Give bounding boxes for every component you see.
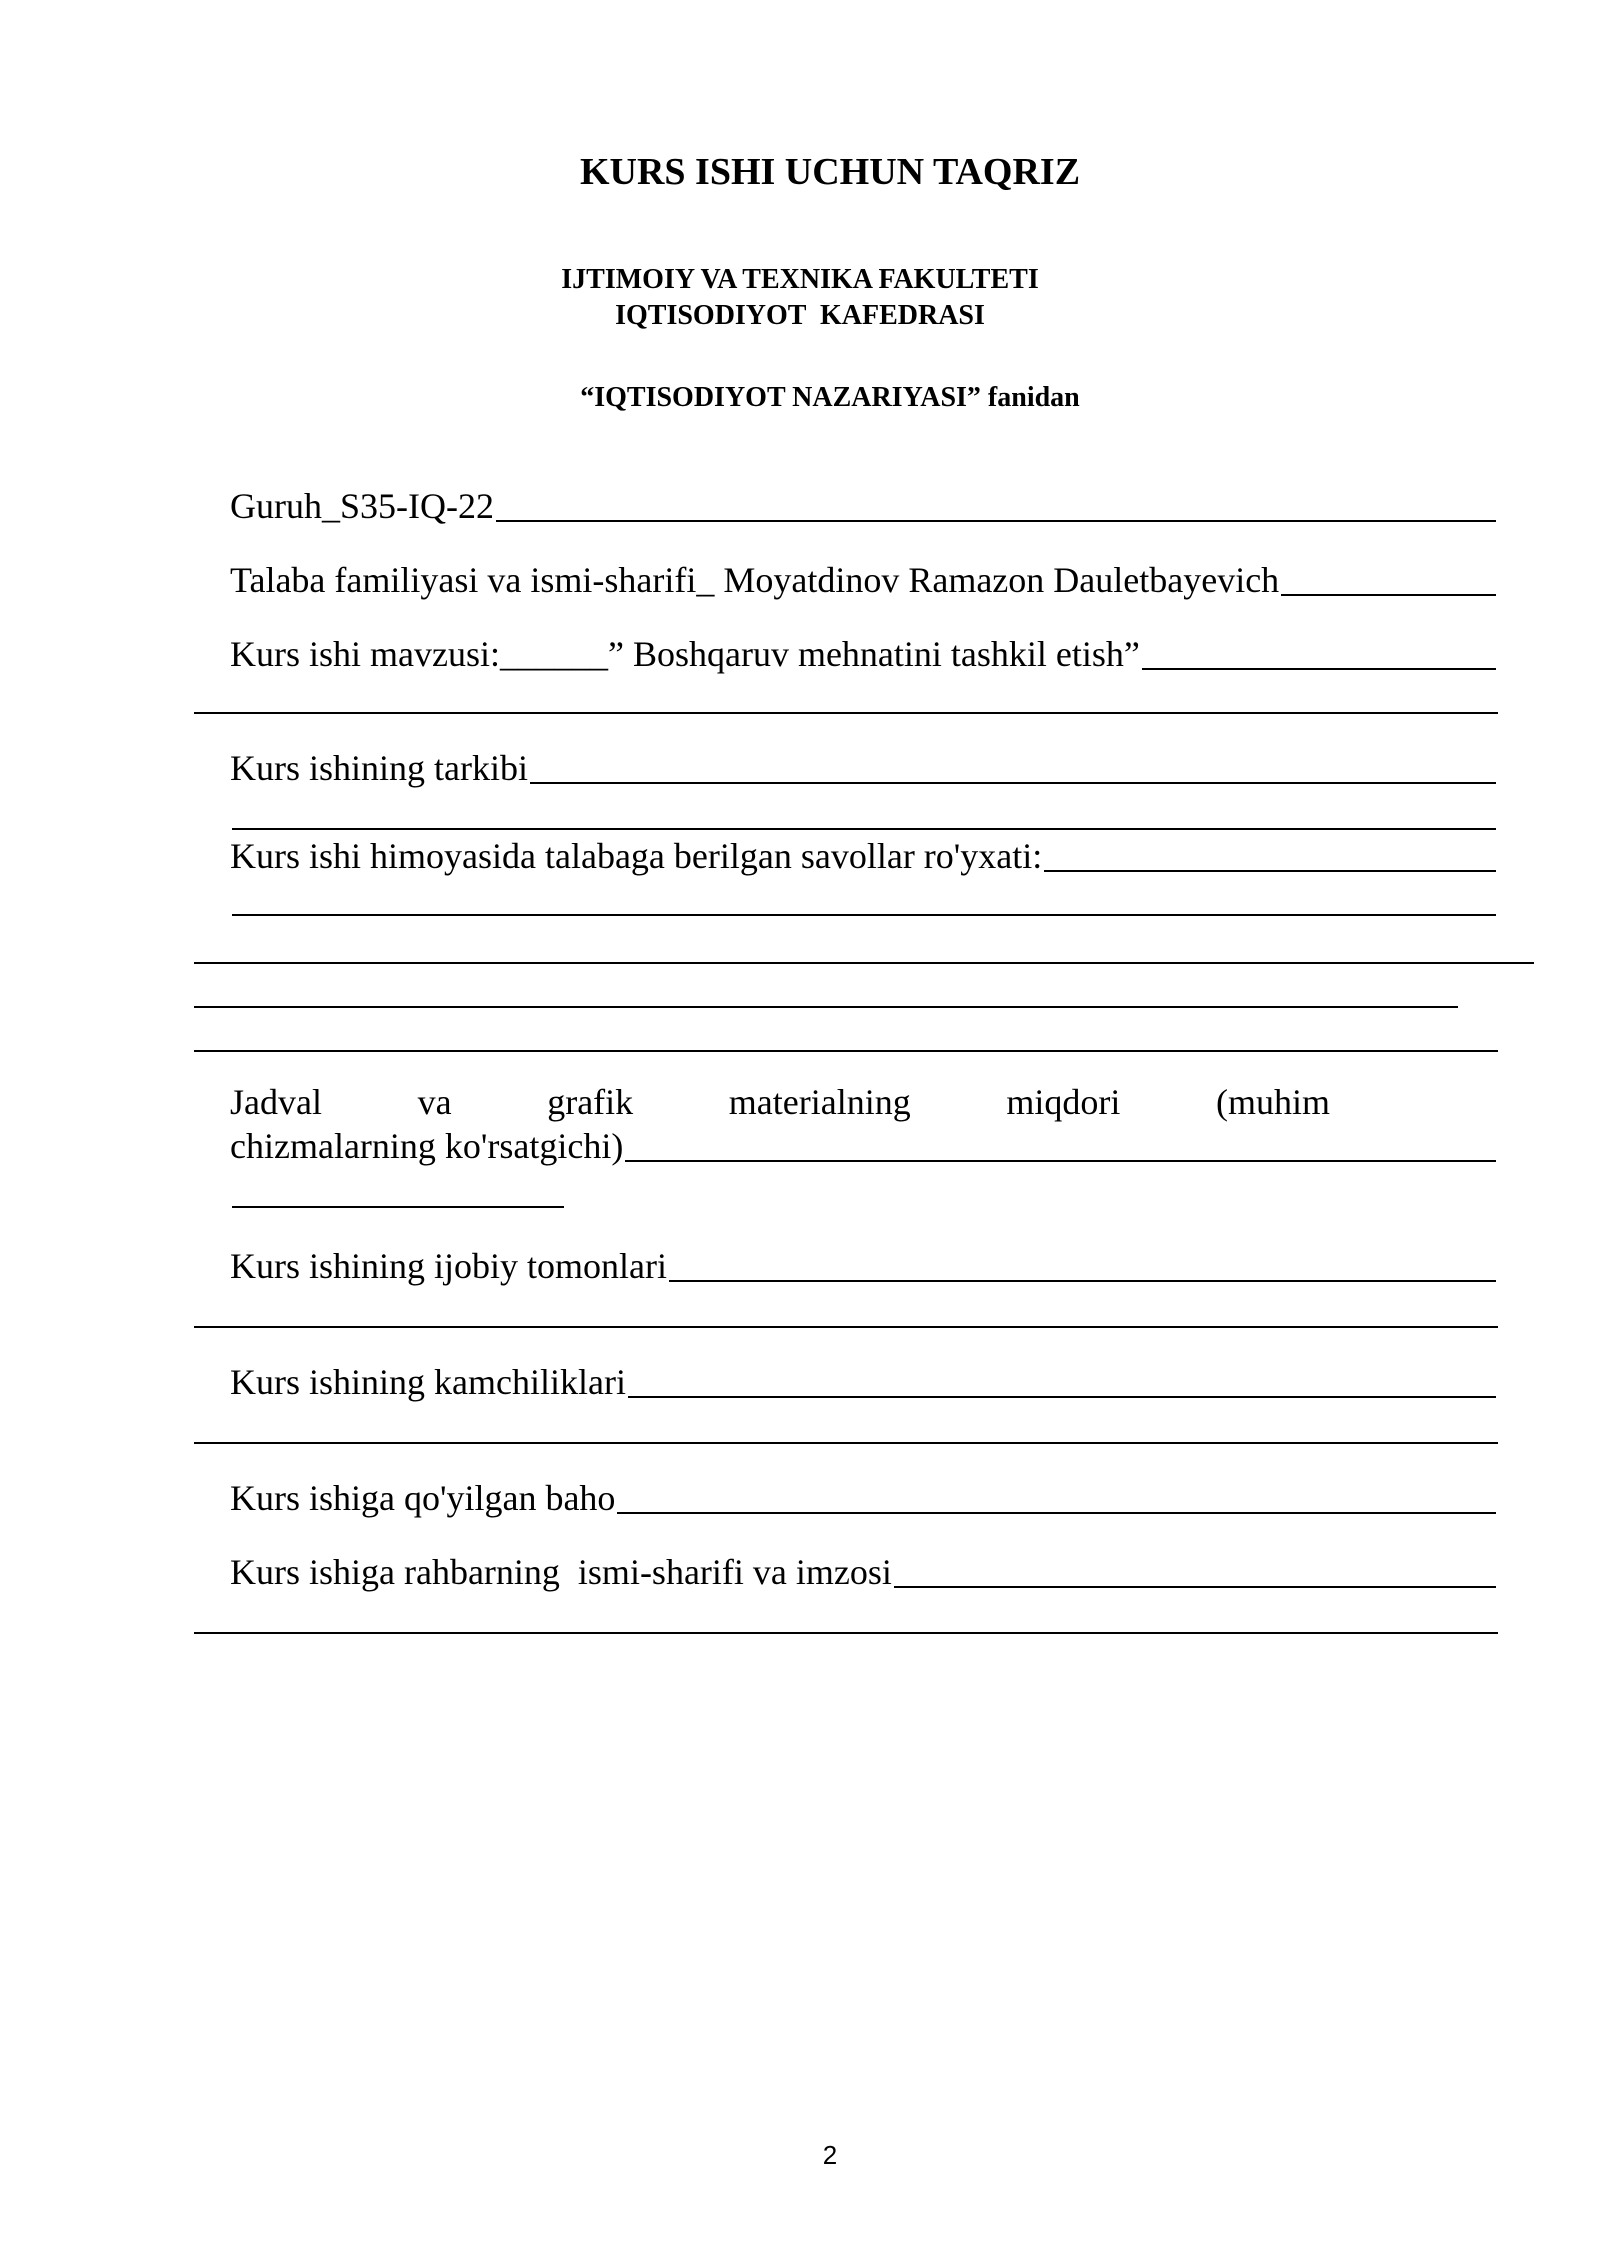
label-word: grafik: [547, 1082, 634, 1122]
topic-value: ” Boshqaruv mehnatini tashkil etish”: [607, 634, 1140, 674]
supervisor-label: Kurs ishiga rahbarning ismi-sharifi va imzosi: [230, 1552, 892, 1592]
student-name-label: Talaba familiyasi va ismi-sharifi_: [230, 560, 715, 600]
positives-field[interactable]: [230, 1244, 1496, 1288]
shortcomings-field[interactable]: [230, 1360, 1496, 1404]
questions-line-4[interactable]: [194, 1006, 1458, 1008]
tables-graphics-label-line-1: [230, 1080, 1330, 1124]
topic-field[interactable]: [230, 632, 1496, 676]
grade-blank-line: [617, 1512, 1496, 1514]
student-name-value: Moyatdinov Ramazon Dauletbayevich: [714, 560, 1280, 600]
structure-field[interactable]: [230, 746, 1496, 790]
label-word: miqdori: [1006, 1082, 1121, 1122]
page-number: 2: [822, 2140, 838, 2170]
shortcomings-continuation-line[interactable]: [194, 1442, 1498, 1444]
group-blank-line: [496, 520, 1496, 522]
positives-blank-line: [669, 1280, 1496, 1282]
faculty-block: [0, 262, 1600, 334]
tables-graphics-short-line[interactable]: [232, 1206, 564, 1208]
supervisor-blank-line: [894, 1586, 1496, 1588]
grade-field[interactable]: [230, 1476, 1496, 1520]
questions-line-5[interactable]: [194, 1050, 1498, 1052]
structure-label: Kurs ishining tarkibi: [230, 748, 528, 788]
shortcomings-blank-line: [628, 1396, 1496, 1398]
student-name-field[interactable]: [230, 558, 1496, 602]
topic-label: Kurs ishi mavzusi:______: [230, 634, 608, 674]
questions-blank-line: [1044, 870, 1496, 872]
subject-line: “IQTISODIYOT NAZARIYASI” fanidan: [580, 382, 1080, 413]
label-word: Jadval: [230, 1082, 322, 1122]
structure-blank-line: [530, 782, 1496, 784]
tables-graphics-label-line-2: [230, 1124, 1496, 1168]
structure-continuation-line[interactable]: [232, 828, 1496, 830]
group-field[interactable]: [230, 484, 1496, 528]
student-name-blank-line: [1281, 594, 1496, 596]
questions-line-3[interactable]: [194, 962, 1534, 964]
department-name: IQTISODIYOT KAFEDRASI: [615, 300, 985, 331]
faculty-name: IJTIMOIY VA TEXNIKA FAKULTETI: [561, 264, 1039, 295]
questions-label: Kurs ishi himoyasida talabaga berilgan savollar ro'yxati:: [230, 836, 1043, 876]
grade-label: Kurs ishiga qo'yilgan baho: [230, 1478, 616, 1518]
label-word: materialning: [728, 1082, 911, 1122]
questions-field[interactable]: [230, 834, 1496, 878]
shortcomings-label: Kurs ishining kamchiliklari: [230, 1362, 626, 1402]
topic-blank-line: [1142, 668, 1496, 670]
tables-graphics-label: chizmalarning ko'rsatgichi): [230, 1126, 624, 1166]
positives-label: Kurs ishining ijobiy tomonlari: [230, 1246, 667, 1286]
label-word: va: [417, 1082, 452, 1122]
tables-graphics-field[interactable]: [230, 1080, 1496, 1168]
supervisor-continuation-line[interactable]: [194, 1632, 1498, 1634]
supervisor-field[interactable]: [230, 1550, 1496, 1594]
topic-continuation-line[interactable]: [194, 712, 1498, 714]
document-title: KURS ISHI UCHUN TAQRIZ: [579, 151, 1081, 193]
positives-continuation-line[interactable]: [194, 1326, 1498, 1328]
tables-graphics-blank-line: [625, 1160, 1496, 1162]
label-word: (muhim: [1215, 1082, 1330, 1122]
group-label: Guruh_S35-IQ-22: [230, 486, 494, 526]
questions-line-2[interactable]: [232, 914, 1496, 916]
